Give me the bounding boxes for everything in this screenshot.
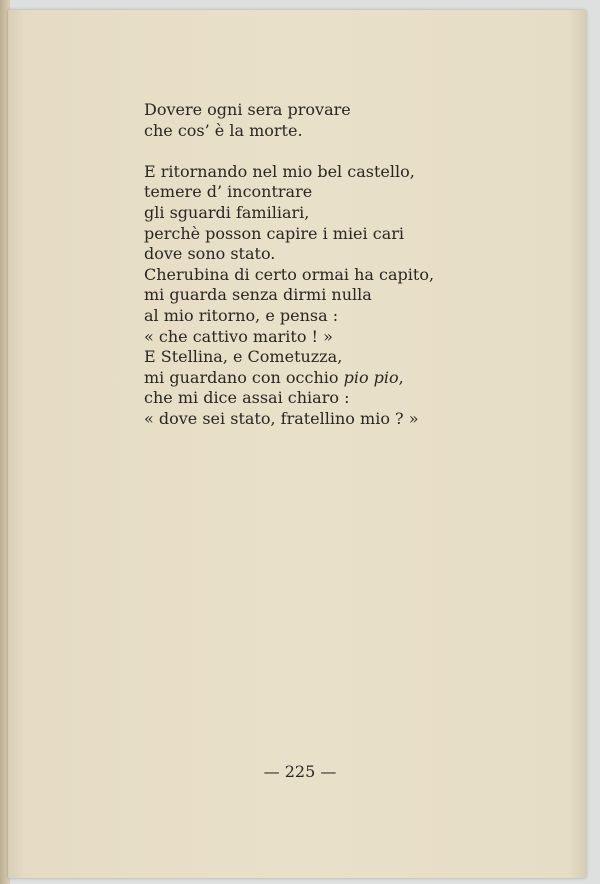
poem-line: mi guarda senza dirmi nulla: [144, 285, 372, 305]
poem-line: temere d’ incontrare: [144, 182, 313, 202]
stanza-2: [144, 162, 434, 430]
line-pio-after: ,: [398, 367, 404, 387]
poem-line: Cherubina di certo ormai ha capito,: [144, 264, 435, 284]
poem-line: E Stellina, e Cometuzza,: [144, 347, 343, 367]
stanza-1: [144, 100, 434, 141]
poem-line: « che cattivo marito ! »: [144, 326, 333, 346]
poem-line: che mi dice assai chiaro :: [144, 388, 350, 408]
page-number: — 225 —: [263, 762, 337, 781]
poem-line: perchè posson capire i miei cari: [144, 223, 404, 243]
poem-line: « dove sei stato, fratellino mio ? »: [144, 408, 419, 428]
poem-line: al mio ritorno, e pensa :: [144, 305, 339, 325]
poem-line-pio: [144, 368, 434, 389]
line-pio-before: mi guardano con occhio: [144, 367, 344, 387]
poem-line: E ritornando nel mio bel castello,: [144, 161, 415, 181]
poem-line: che cos’ è la morte.: [144, 120, 303, 140]
poem-line: dove sono stato.: [144, 244, 276, 264]
poem-line: Dovere ogni sera provare: [144, 100, 351, 119]
poem-line: gli sguardi familiari,: [144, 202, 310, 222]
line-pio-italic: pio pio: [343, 367, 399, 387]
poem-text: [144, 100, 434, 430]
